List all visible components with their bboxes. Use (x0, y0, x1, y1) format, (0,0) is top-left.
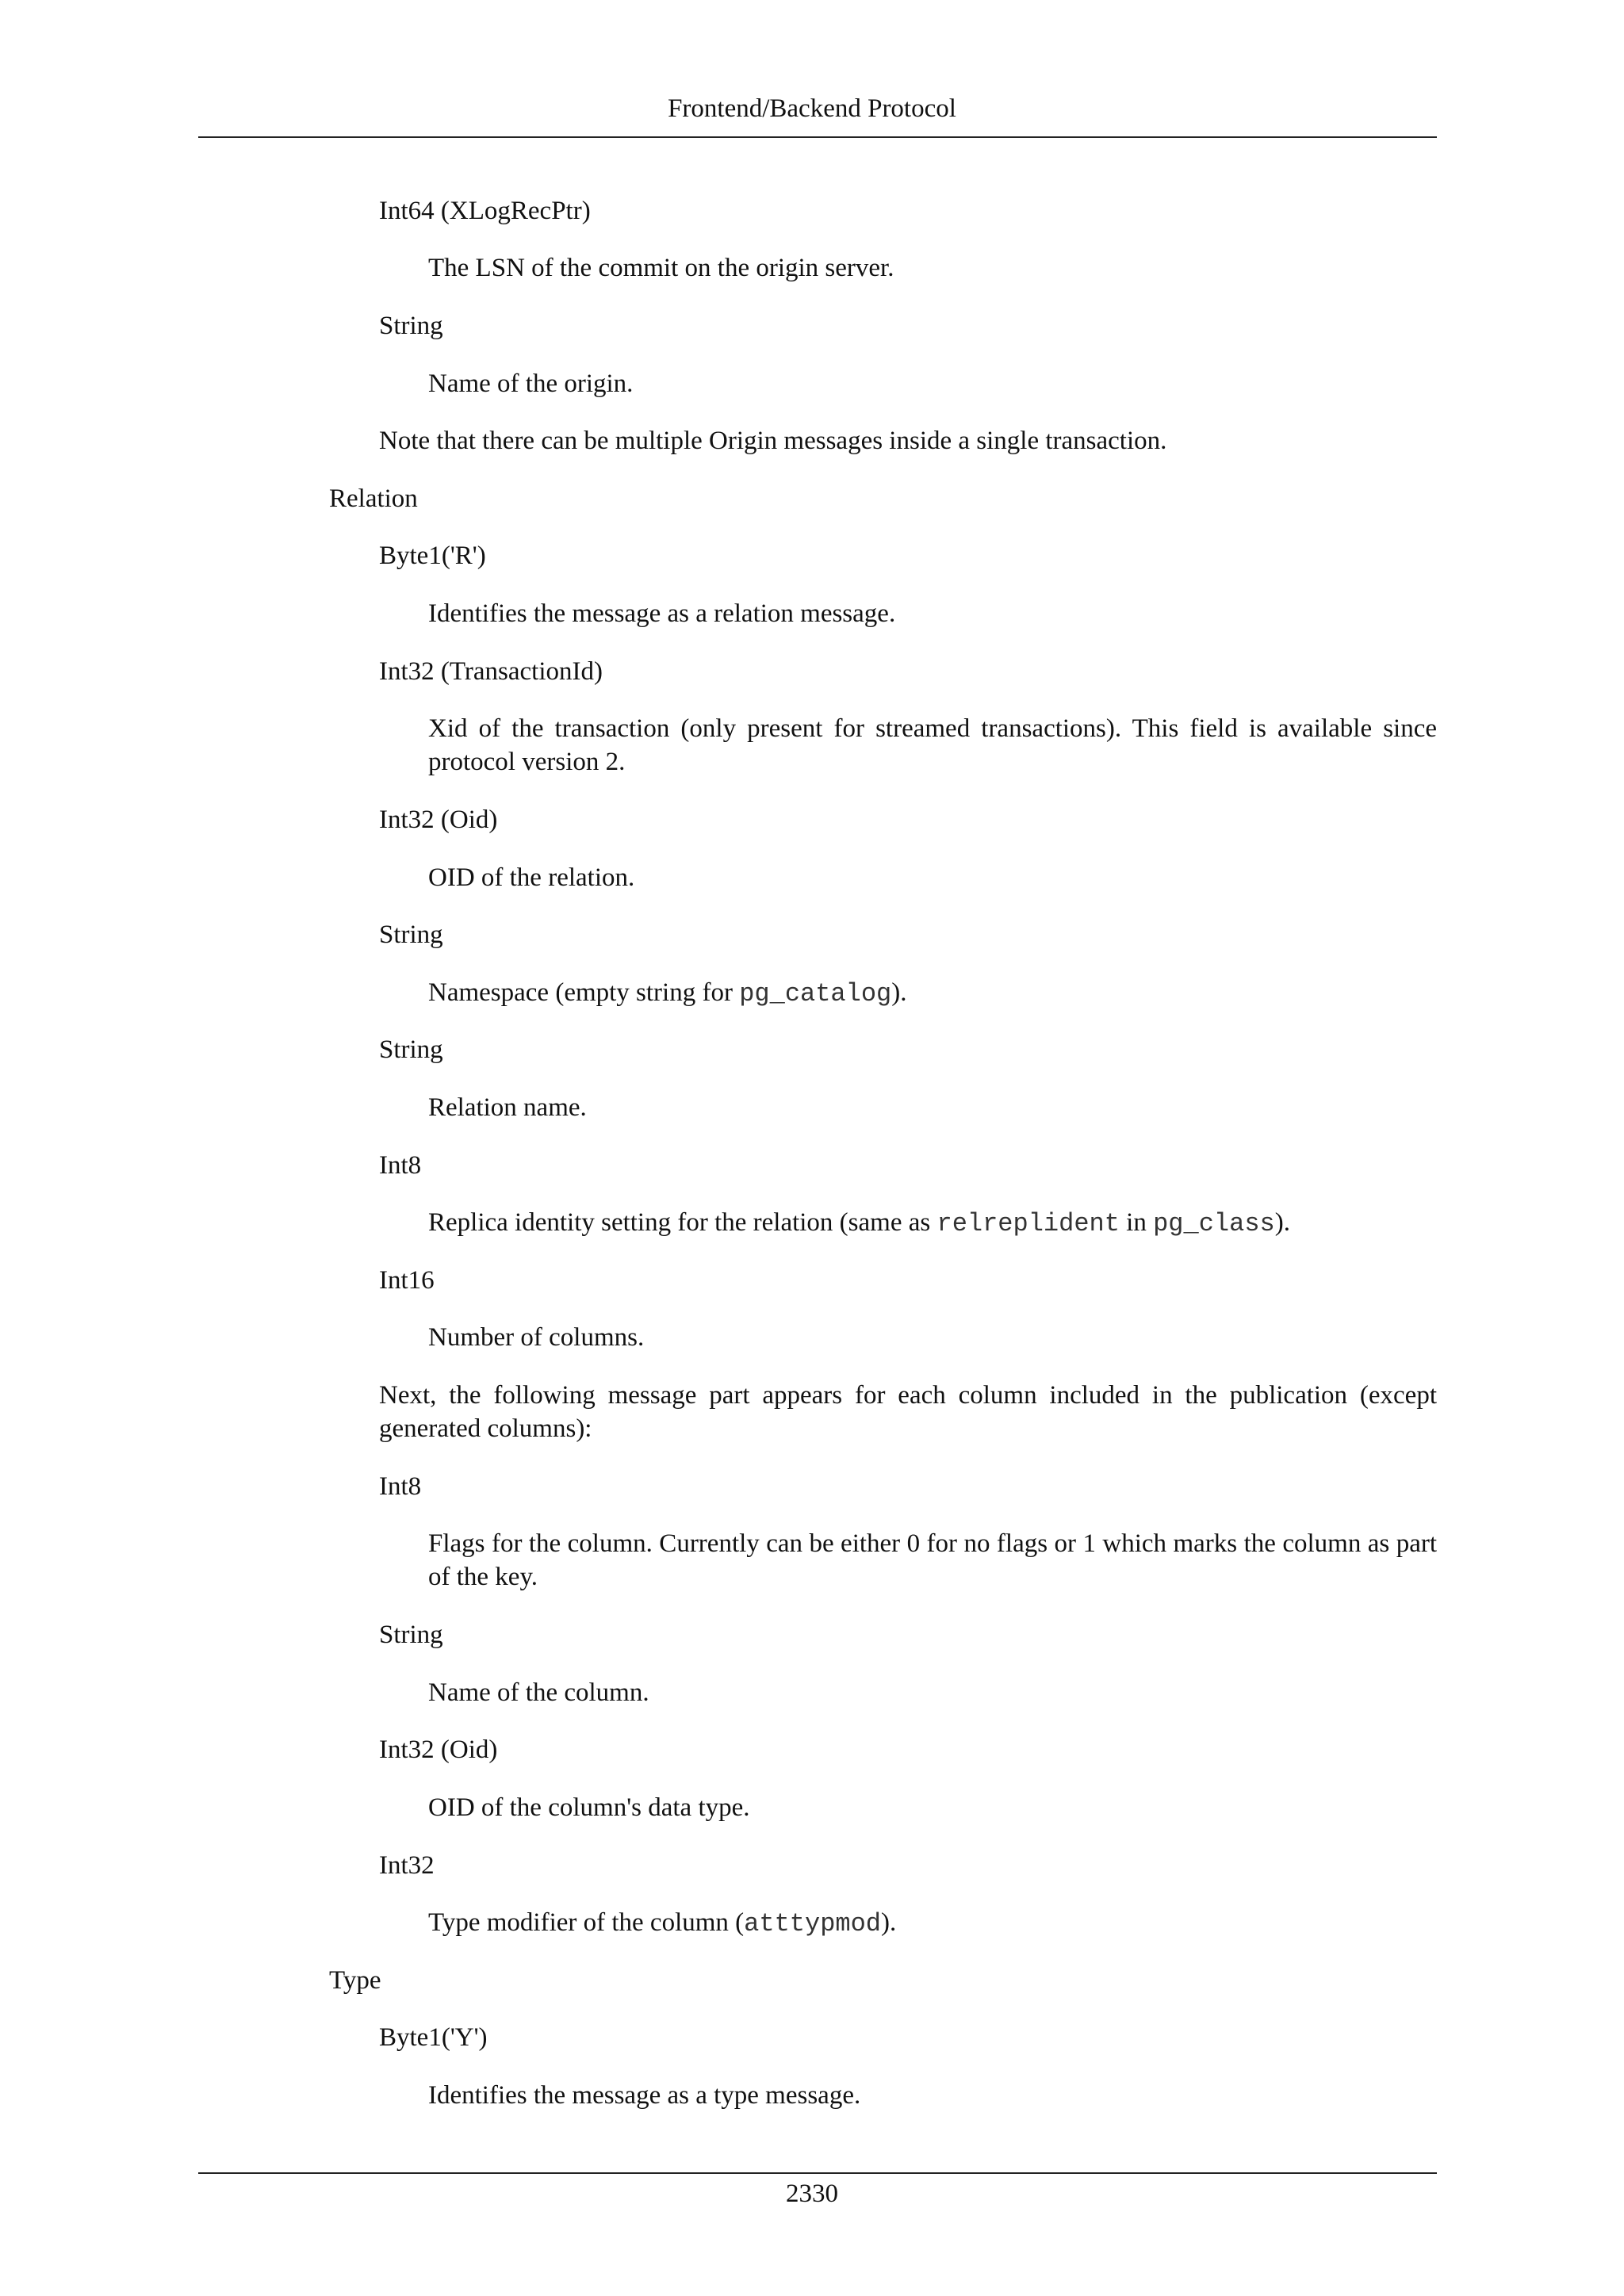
field-desc-colflags: Flags for the column. Currently can be either 0 for no flags or 1 which marks the column as part of the key. (428, 1529, 1437, 1591)
code-pg-class: pg_class (1153, 1209, 1275, 1238)
field-desc-ncols: Number of columns. (428, 1323, 645, 1352)
field-desc-oid: OID of the relation. (428, 863, 635, 892)
field-desc-namespace: Namespace (empty string for pg_catalog). (428, 978, 907, 1008)
origin-note: Note that there can be multiple Origin messages inside a single transaction. (379, 427, 1167, 455)
field-type-byte1: Byte1('R') (379, 541, 486, 570)
field-desc-byte1: Identifies the message as a relation message. (428, 599, 896, 628)
message-title-type: Type (329, 1966, 381, 1995)
field-type-replident: Int8 (379, 1151, 422, 1180)
code-pg-catalog: pg_catalog (739, 979, 892, 1008)
field-desc-origin-name: Name of the origin. (428, 369, 634, 398)
header-rule (198, 136, 1437, 138)
field-type-lsn: Int64 (XLogRecPtr) (379, 197, 591, 225)
footer-rule (198, 2172, 1437, 2174)
field-type-colflags: Int8 (379, 1472, 422, 1501)
field-type-coltypmod: Int32 (379, 1851, 435, 1880)
field-desc-coltypmod: Type modifier of the column (atttypmod). (428, 1908, 897, 1938)
column-part-note: Next, the following message part appears for each column included in the publication (except generated columns): (379, 1381, 1437, 1443)
field-type-oid: Int32 (Oid) (379, 806, 498, 834)
code-atttypmod: atttypmod (744, 1909, 881, 1938)
field-type-ncols: Int16 (379, 1266, 435, 1295)
field-type-namespace: String (379, 920, 443, 949)
field-type-type-byte1: Byte1('Y') (379, 2023, 488, 2052)
field-desc-colname: Name of the column. (428, 1678, 649, 1707)
field-type-relname: String (379, 1035, 443, 1064)
field-desc-lsn: The LSN of the commit on the origin server. (428, 254, 894, 282)
field-desc-txid: Xid of the transaction (only present for streamed transactions). This field is available since protocol version 2. (428, 714, 1437, 776)
field-type-colname: String (379, 1621, 443, 1649)
field-desc-type-byte1: Identifies the message as a type message. (428, 2081, 861, 2110)
message-title-relation: Relation (329, 484, 418, 513)
code-relreplident: relreplident (936, 1209, 1120, 1238)
running-header: Frontend/Backend Protocol (668, 94, 956, 123)
field-desc-coltype: OID of the column's data type. (428, 1793, 750, 1822)
field-desc-replident: Replica identity setting for the relation (same as relreplident in pg_class). (428, 1208, 1290, 1238)
page-number: 2330 (786, 2179, 838, 2208)
field-type-origin-name: String (379, 312, 443, 340)
field-type-txid: Int32 (TransactionId) (379, 657, 603, 686)
field-type-coltype: Int32 (Oid) (379, 1735, 498, 1764)
field-desc-relname: Relation name. (428, 1093, 587, 1122)
